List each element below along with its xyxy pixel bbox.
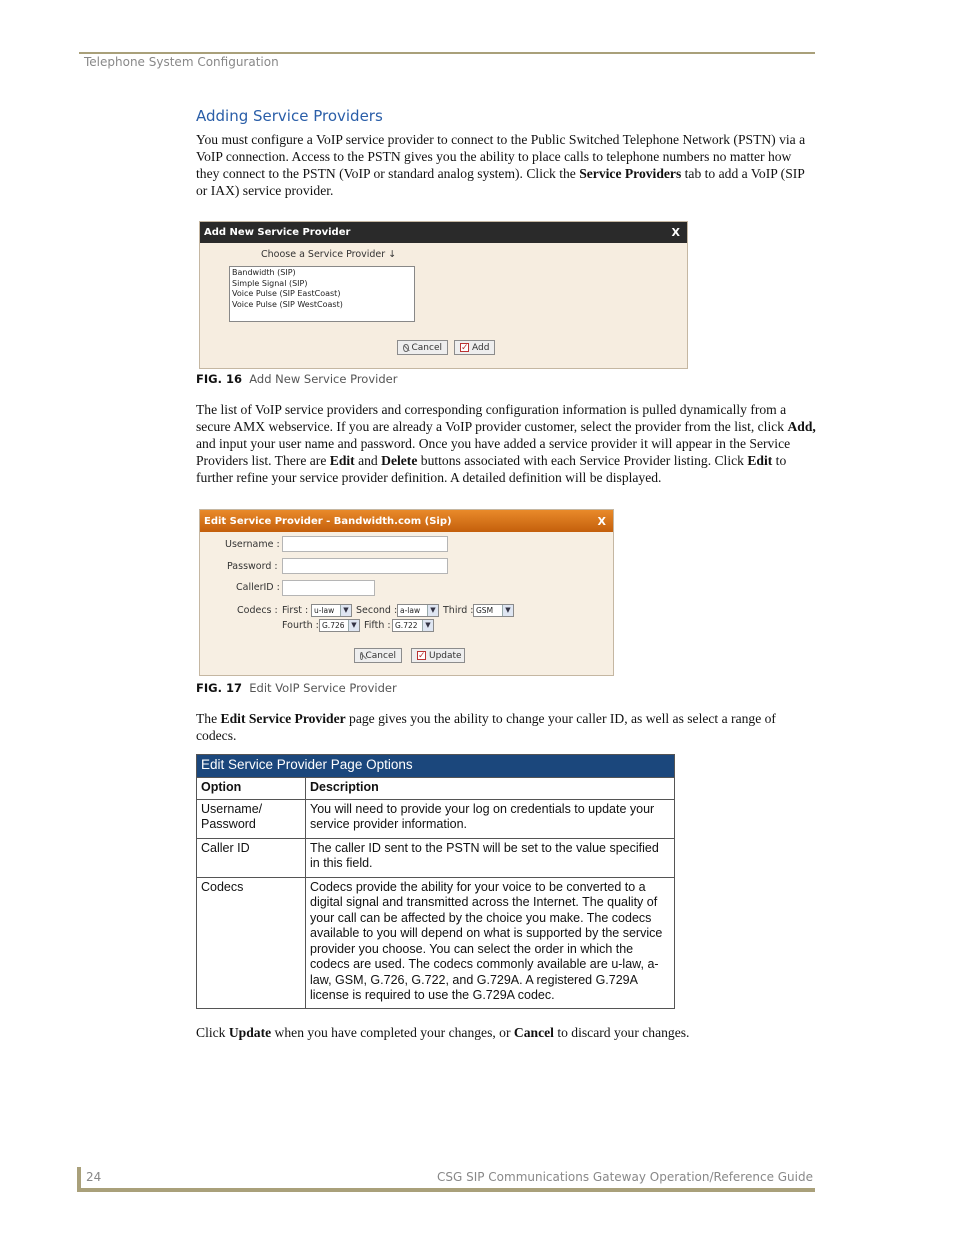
cancel-button[interactable] [354, 648, 402, 663]
chevron-down-icon: ▼ [348, 620, 359, 631]
cancel-label: Cancel [365, 650, 396, 661]
fifth-codec-value: G.722 [395, 621, 418, 630]
third-codec-select[interactable] [473, 604, 514, 617]
add-button[interactable] [454, 340, 495, 355]
edit-page-paragraph: The Edit Service Provider page gives you the ability to change your caller ID, as well as select a range of codecs. [196, 711, 776, 743]
second-codec-select[interactable] [397, 604, 439, 617]
third-codec-label: Third : [443, 605, 474, 616]
fifth-codec-select[interactable] [392, 619, 434, 632]
options-table [196, 754, 675, 1009]
password-field[interactable] [282, 558, 448, 574]
fourth-codec-value: G.726 [322, 621, 345, 630]
dialog-titlebar [200, 510, 613, 532]
password-label: Password : [227, 561, 278, 572]
description-cell: You will need to provide your log on credentials to update your service provider information. [306, 799, 675, 838]
codecs-label: Codecs : [237, 605, 278, 616]
fifth-codec-label: Fifth : [364, 620, 391, 631]
cancel-icon [360, 652, 363, 660]
close-icon[interactable]: X [671, 226, 680, 239]
provider-option[interactable]: Voice Pulse (SIP EastCoast) [232, 289, 341, 298]
description-cell: Codecs provide the ability for your voice to be converted to a digital signal and transmitted across the Internet. The quality of your call can be affected by the choice you make. The codecs available to you will depend on what is supported by the service provider you choose. You can select the order in which the codecs are used. The codecs commonly available are u-law, a-law, GSM, G.726, G.722, and G.729A. A registered G.729A license is required to use the G.729A codec. [306, 877, 675, 1008]
footer-title: CSG SIP Communications Gateway Operation/Reference Guide [436, 1170, 813, 1184]
callerid-field[interactable] [282, 580, 375, 596]
checkmark-icon: ✓ [461, 343, 469, 353]
provider-prompt: Choose a Service Provider ↓ [261, 249, 397, 260]
username-field[interactable] [282, 536, 448, 552]
checkmark-icon: ✓ [418, 651, 426, 661]
table-row [197, 799, 675, 838]
table-row [197, 838, 675, 877]
column-header-description: Description [306, 778, 675, 800]
provider-option[interactable]: Simple Signal (SIP) [232, 278, 308, 288]
table-caption: Edit Service Provider Page Options [197, 755, 675, 778]
add-provider-dialog [199, 221, 688, 369]
callerid-label: CallerID : [236, 582, 280, 593]
option-cell: Codecs [197, 877, 306, 1008]
section-title: Adding Service Providers [196, 107, 383, 125]
second-codec-value: a-law [400, 606, 421, 615]
provider-option[interactable]: Voice Pulse (SIP WestCoast) [232, 299, 343, 309]
figure-17-caption: FIG. 17 Edit VoIP Service Provider [196, 681, 397, 695]
update-cancel-paragraph: Click Update when you have completed your changes, or Cancel to discard your changes. [196, 1025, 690, 1040]
add-label: Add [472, 342, 490, 353]
option-cell: Username/ Password [197, 799, 306, 838]
intro-paragraph: You must configure a VoIP service provider to connect to the Public Switched Telephone Network (PSTN) via a VoIP connection. Access to the PSTN gives you the ability to place calls to telephone numbers no matter how they connect to the PSTN (VoIP or standard analog system). Click the Service Providers tab to add a VoIP (SIP or IAX) service provider. [196, 132, 806, 198]
figure-16-caption: FIG. 16 Add New Service Provider [196, 372, 398, 386]
cancel-label: Cancel [411, 342, 442, 353]
second-codec-label: Second : [356, 605, 398, 616]
username-label: Username : [225, 539, 280, 550]
edit-provider-dialog [199, 509, 614, 676]
first-codec-label: First : [282, 605, 309, 616]
column-header-option: Option [197, 778, 306, 800]
option-cell: Caller ID [197, 838, 306, 877]
dialog-title: Edit Service Provider - Bandwidth.com (Sip) [204, 515, 452, 527]
cancel-icon [403, 344, 409, 352]
page-number: 24 [86, 1170, 102, 1184]
providers-paragraph: The list of VoIP service providers and corresponding configuration information is pulled dynamically from a secure AMX webservice. If you are already a VoIP provider customer, select the provider from the list, click Add, and input your user name and password. Once you have added a service provider it will appear in the Service Providers list. There are Edit and Delete buttons associated with each Service Provider listing. Click Edit to further refine your service provider definition. A detailed definition will be displayed. [196, 402, 816, 485]
chevron-down-icon: ▼ [340, 605, 351, 616]
table-row [197, 877, 675, 1008]
provider-listbox[interactable] [229, 266, 415, 322]
provider-option[interactable]: Bandwidth (SIP) [232, 268, 296, 277]
fourth-codec-label: Fourth : [282, 620, 319, 631]
update-button[interactable] [411, 648, 465, 663]
header-rule [79, 52, 815, 54]
third-codec-value: GSM [476, 606, 494, 615]
first-codec-value: u-law [314, 606, 335, 615]
close-icon[interactable]: X [597, 514, 606, 528]
first-codec-select[interactable] [311, 604, 352, 617]
chevron-down-icon: ▼ [427, 605, 438, 616]
fourth-codec-select[interactable] [319, 619, 360, 632]
header-section-title: Telephone System Configuration [84, 55, 279, 69]
dialog-titlebar [200, 222, 687, 243]
update-label: Update [429, 650, 462, 661]
cancel-button[interactable] [397, 340, 448, 355]
dialog-title: Add New Service Provider [204, 227, 351, 238]
footer-rule [79, 1188, 815, 1192]
chevron-down-icon: ▼ [502, 605, 513, 616]
chevron-down-icon: ▼ [422, 620, 433, 631]
description-cell: The caller ID sent to the PSTN will be set to the value specified in this field. [306, 838, 675, 877]
